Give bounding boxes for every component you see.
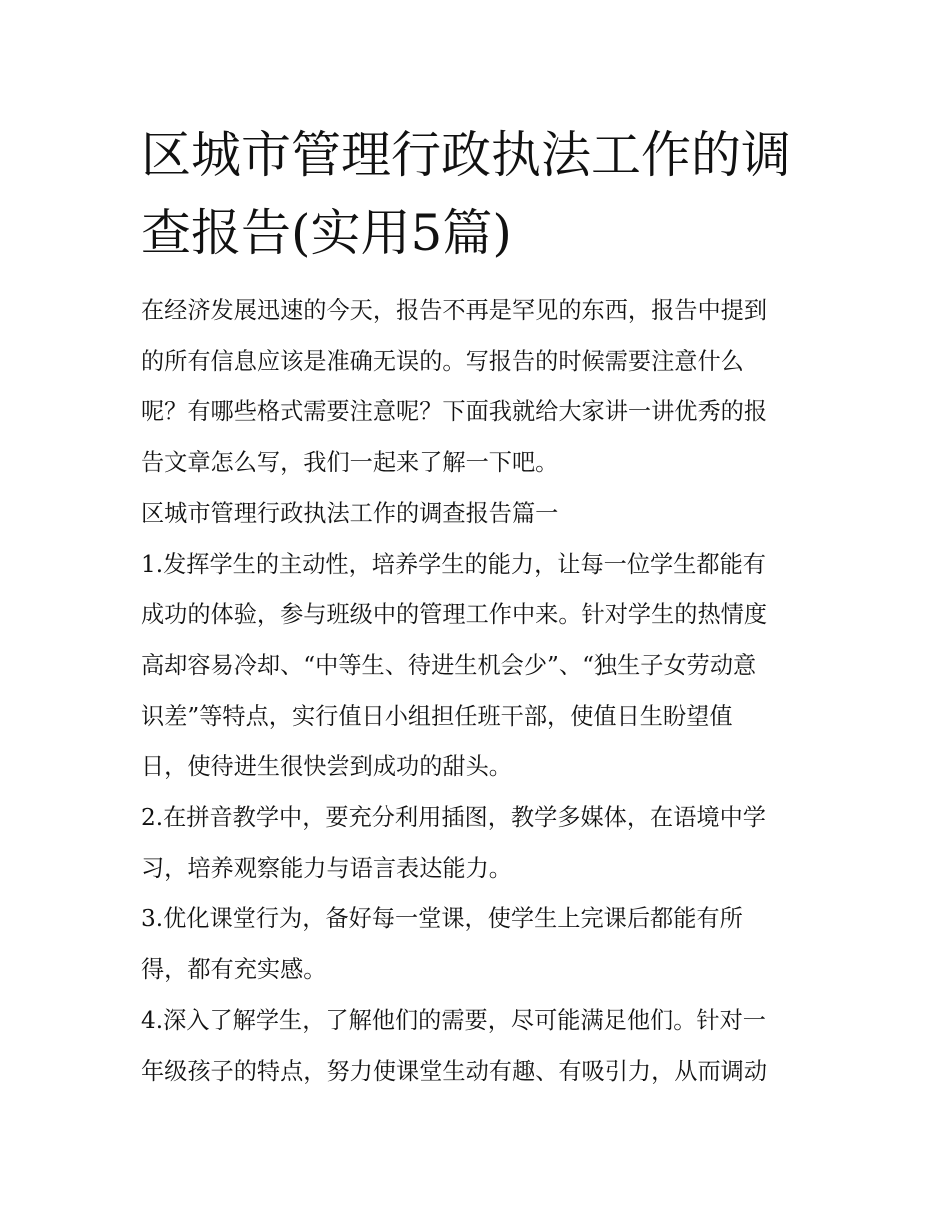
list-item-1: 1.发挥学生的主动性，培养学生的能力，让每一位学生都能有 成功的体验，参与班级中的管理工作中来。针对学生的热情度 高却容易冷却、“中等生、待进生机会少”、“独生子女劳动意 识差”等特点，实行值日小组担任班干部，使值日生盼望值 日，使待进生很快尝到成功的甜头。	[141, 550, 768, 781]
intro-paragraph: 在经济发展迅速的今天，报告不再是罕见的东西，报告中提到 的所有信息应该是准确无误的。写报告的时候需要注意什么 呢？有哪些格式需要注意呢？下面我就给大家讲一讲优秀的报 告文章怎么写，我们一起来了解一下吧。	[141, 297, 768, 477]
list-item-4: 4.深入了解学生，了解他们的需要，尽可能满足他们。针对一 年级孩子的特点，努力使课堂生动有趣、有吸引力，从而调动	[141, 1006, 768, 1085]
list-item-3: 3.优化课堂行为，备好每一堂课，使学生上完课后都能有所 得，都有充实感。	[141, 905, 743, 984]
section-heading: 区城市管理行政执法工作的调查报告篇一	[141, 499, 559, 527]
document-body	[141, 116, 821, 1097]
document-title: 区城市管理行政执法工作的调 查报告(实用5篇)	[141, 126, 791, 262]
list-item-2: 2.在拼音教学中，要充分利用插图，教学多媒体，在语境中学 习，培养观察能力与语言表达能力。	[141, 804, 766, 882]
